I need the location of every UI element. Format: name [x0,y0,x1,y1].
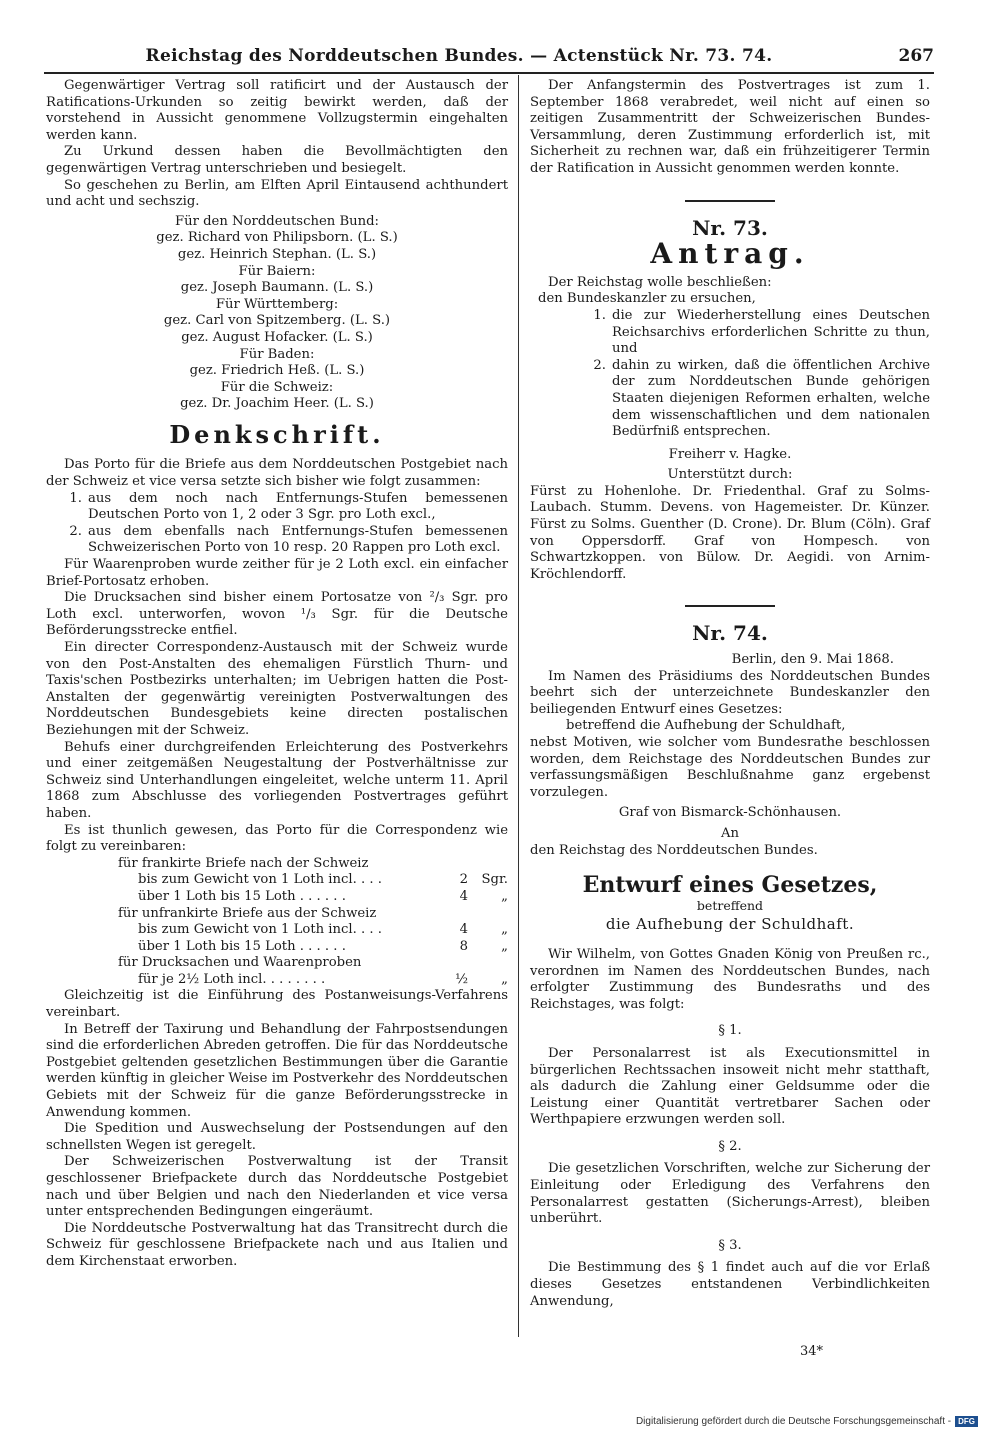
porto-value: 2 [459,872,468,888]
section-sign: § 1. [718,1023,742,1039]
document-number-heading: Nr. 73. [692,215,768,240]
column-divider [518,75,519,1337]
porto-row [46,939,508,956]
section-heading: Antrag. [650,237,810,271]
dfg-logo: DFG [955,1416,978,1427]
footer-note [636,1416,978,1427]
list-number: 1. [593,307,606,323]
porto-group-heading: für unfrankirte Briefe aus der Schweiz [118,905,377,921]
list-text: aus dem noch nach Entfernungs-Stufen bemessenen Deutschen Porto von 1, 2 oder 3 Sgr. pro Loth excl., [88,490,508,523]
section-rule [685,605,775,607]
list-number: 2. [69,523,82,539]
list-number: 2. [593,357,606,373]
paragraph: Die Bestimmung des § 1 findet auch auf die vor Erlaß dieses Gesetzes entstandenen Verbindlichkeiten Anwendung, [530,1260,930,1309]
list-number: 1. [69,490,82,506]
paragraph: Für Waarenproben wurde zeither für je 2 Loth excl. ein einfacher Brief-Portosatz erhoben. [46,557,508,589]
porto-unit: „ [501,971,508,987]
signature-name: gez. Dr. Joachim Heer. (L. S.) [180,396,374,412]
porto-value: 4 [459,922,468,938]
paragraph: Der Personalarrest ist als Executionsmittel in bürgerlichen Rechtssachen insoweit nicht mehr statthaft, als dadurch die Zahlung einer Geldsumme oder die Leistung einer Quantität vertretbarer Sachen oder Werthpapiere erzwungen werden soll. [530,1045,930,1128]
porto-label: bis zum Gewicht von 1 Loth incl. . . . [138,872,382,888]
porto-value: ½ [455,971,468,987]
paragraph: Wir Wilhelm, von Gottes Gnaden König von Preußen rc., verordnen im Namen des Norddeutschen Bundes, nach erfolgter Zustimmung des Bundesraths und des Reichstages, was folgt: [530,946,930,1012]
paragraph: Zu Urkund dessen haben die Bevollmächtigten den gegenwärtigen Vertrag unterschrieben und besiegelt. [46,144,508,176]
paragraph: Im Namen des Präsidiums des Norddeutschen Bundes beehrt sich der unterzeichnete Bundeskanzler den beiliegenden Entwurf eines Gesetzes: [530,668,930,717]
signature-name: gez. Heinrich Stephan. (L. S.) [177,246,377,262]
porto-unit: „ [501,922,508,938]
paragraph: Es ist thunlich gewesen, das Porto für die Correspondenz wie folgt zu vereinbaren: [46,822,508,855]
porto-row [46,872,508,889]
list-item [46,491,508,524]
paragraph: Die Spedition und Auswechselung der Postsendungen auf den schnellsten Wegen ist geregelt. [46,1121,508,1153]
paragraph: So geschehen zu Berlin, am Elften April Eintausend achthundert und acht und sechszig. [46,177,508,210]
paragraph: In Betreff der Taxirung und Behandlung der Fahrpostsendungen sind die erforderlichen Abreden getroffen. Die für das Norddeutsche Postgebiet geltenden gesetzlichen Bestimmungen über die Garantie werden künftig in gleicher Weise im Postverkehr des Norddeutschen Gebiets mit der Schweiz für die ganze Beförderungsstrecke in Anwendung kommen. [46,1021,508,1120]
porto-group-heading: für Drucksachen und Waarenproben [118,955,362,971]
paragraph: Die Drucksachen sind bisher einem Portosatze von ²/₃ Sgr. pro Loth excl. unterworfen, wovon ¹/₃ Sgr. für die Deutsche Beförderungsstrecke entfiel. [46,590,508,639]
signature-name: gez. Richard von Philipsborn. (L. S.) [156,230,398,246]
signature-label: Für den Norddeutschen Bund: [174,213,380,229]
date-line: Berlin, den 9. Mai 1868. [731,652,894,668]
porto-unit: „ [501,888,508,904]
paragraph: Der Schweizerischen Postverwaltung ist der Transit geschlossener Briefpackete durch das Norddeutsche Postgebiet nach und über Belgien und nach den Niederlanden et vice versa unter entsprechenden Bedingungen eingeräumt. [46,1154,508,1220]
page-number: 267 [898,46,934,66]
paragraph: Behufs einer durchgreifenden Erleichterung des Postverkehrs und einer zeitgemäßen Neugestaltung der Postverhältnisse zur Schweiz sind Unterhandlungen eingeleitet, welche unterm 11. April 1868 zum Abschlusse des vorliegenden Postvertrages geführt haben. [46,739,508,821]
sheet-mark: 34* [800,1344,824,1359]
page-header [44,44,934,74]
porto-table [46,856,508,989]
list-text: dahin zu wirken, daß die öffentlichen Archive der zum Norddeutschen Bunde gehörigen Staaten diejenigen Reformen erhalten, welche dem wissenschaftlichen und dem nationalen Bedürfniß entsprechen. [612,357,930,440]
porto-row [46,972,508,989]
list-text: aus dem ebenfalls nach Entfernungs-Stufen bemessenen Schweizerischen Porto von 10 resp. 20 Rappen pro Loth excl. [88,523,508,556]
porto-value: 8 [459,938,468,954]
porto-row [46,922,508,939]
section-rule [685,200,775,202]
paragraph: nebst Motiven, wie solcher vom Bundesrathe beschlossen worden, dem Reichstage des Norddeutschen Bundes zur verfassungsmäßigen Beschlußnahme ganz ergebenst vorzulegen. [530,735,930,800]
porto-label: bis zum Gewicht von 1 Loth incl. . . . [138,922,382,938]
signature-name: gez. Carl von Spitzemberg. (L. S.) [163,313,391,329]
header-title: Reichstag des Norddeutschen Bundes. — Actenstück Nr. 73. 74. [145,46,773,66]
section-sign: § 2. [718,1138,742,1154]
supporters-list: Fürst zu Hohenlohe. Dr. Friedenthal. Graf zu Solms-Laubach. Stumm. Devens. von Hagemeister. Dr. Künzer. Fürst zu Solms. Guenther (D. Crone). Dr. Blum (Cöln). Graf von Oppersdorff. Graf von Hompesch. von Schwartzkoppen. von Bülow. Dr. Aegidi. von Arnim-Kröchlendorff. [530,483,930,582]
paragraph: Der Reichstag wolle beschließen: [548,274,772,290]
signature-label: Für Württemberg: [215,296,339,312]
footer-text: Digitalisierung gefördert durch die Deutsche Forschungsgemeinschaft - [635,1416,952,1427]
draft-subtitle: betreffend [696,897,764,913]
porto-label: über 1 Loth bis 15 Loth . . . . . . [138,888,346,904]
porto-row [46,889,508,906]
paragraph: Die Norddeutsche Postverwaltung hat das Transitrecht durch die Schweiz für geschlossene Briefpackete nach und aus Italien und dem Kirchenstaat erworben. [46,1220,508,1269]
subject-line: betreffend die Aufhebung der Schuldhaft, [566,718,846,734]
signature-label: Für die Schweiz: [220,379,334,395]
signature-block [46,214,508,413]
porto-value: 4 [459,888,468,904]
document-number-heading: Nr. 74. [692,621,768,646]
list-text: die zur Wiederherstellung eines Deutschen Reichsarchivs erforderlichen Schritte zu thun, und [612,307,930,357]
porto-label: für je 2½ Loth incl. . . . . . . . [138,971,326,987]
signature-name: gez. August Hofacker. (L. S.) [181,329,373,345]
right-column [530,78,930,1310]
porto-label: über 1 Loth bis 15 Loth . . . . . . [138,938,346,954]
signature-name: gez. Joseph Baumann. (L. S.) [180,280,374,296]
signature-label: Für Baden: [239,346,315,362]
address-line: den Reichstag des Norddeutschen Bundes. [530,842,818,858]
paragraph: Das Porto für die Briefe aus dem Norddeutschen Postgebiet nach der Schweiz et vice versa setzte sich bisher wie folgt zusammen: [46,457,508,490]
paragraph: Gegenwärtiger Vertrag soll ratificirt und der Austausch der Ratifications-Urkunden so zeitig bewirkt werden, daß der vorstehend in Aussicht genommene Vollzugstermin eingehalten werden kann. [46,78,508,143]
signature-name: Graf von Bismarck-Schönhausen. [618,805,842,821]
support-label: Unterstützt durch: [667,467,793,483]
list-item [530,358,930,441]
signature-name: Freiherr v. Hagke. [668,446,792,462]
paragraph: Gleichzeitig ist die Einführung des Postanweisungs-Verfahrens vereinbart. [46,988,508,1021]
section-sign: § 3. [718,1237,742,1253]
address-prefix: An [720,825,740,841]
draft-subject: die Aufhebung der Schuldhaft. [605,915,855,934]
paragraph: Die gesetzlichen Vorschriften, welche zur Sicherung der Einleitung oder Erledigung des Verfahrens den Personalarrest gestatten (Sicherungs-Arrest), bleiben unberührt. [530,1161,930,1227]
paragraph: den Bundeskanzler zu ersuchen, [538,291,756,307]
paragraph: Ein directer Correspondenz-Austausch mit der Schweiz wurde von den Post-Anstalten des ehemaligen Fürstlich Thurn- und Taxis'schen Postbezirks unterhalten; im Uebrigen hatten die Post-Anstalten der gegenwärtig vereinigten Postverwaltungen des Norddeutschen Bundesgebiets keine directen postalischen Beziehungen mit der Schweiz. [46,640,508,738]
paragraph: Der Anfangstermin des Postvertrages ist zum 1. September 1868 verabredet, weil nicht auf einen so zeitigen Zusammentritt der Schweizerischen Bundes-Versammlung, deren Zustimmung erforderlich ist, mit Sicherheit zu rechnen war, daß ein frühzeitigerer Termin der Ratification in Aussicht genommen werden konnte. [530,78,930,176]
draft-title: Entwurf eines Gesetzes, [582,872,878,899]
left-column [46,78,508,1271]
section-heading: Denkschrift. [169,419,385,449]
list-item [530,308,930,358]
porto-unit: „ [501,938,508,954]
signature-label: Für Baiern: [238,263,316,279]
porto-unit: Sgr. [481,872,508,888]
signature-name: gez. Friedrich Heß. (L. S.) [189,363,365,379]
list-item [46,524,508,557]
porto-group-heading: für frankirte Briefe nach der Schweiz [118,855,369,871]
